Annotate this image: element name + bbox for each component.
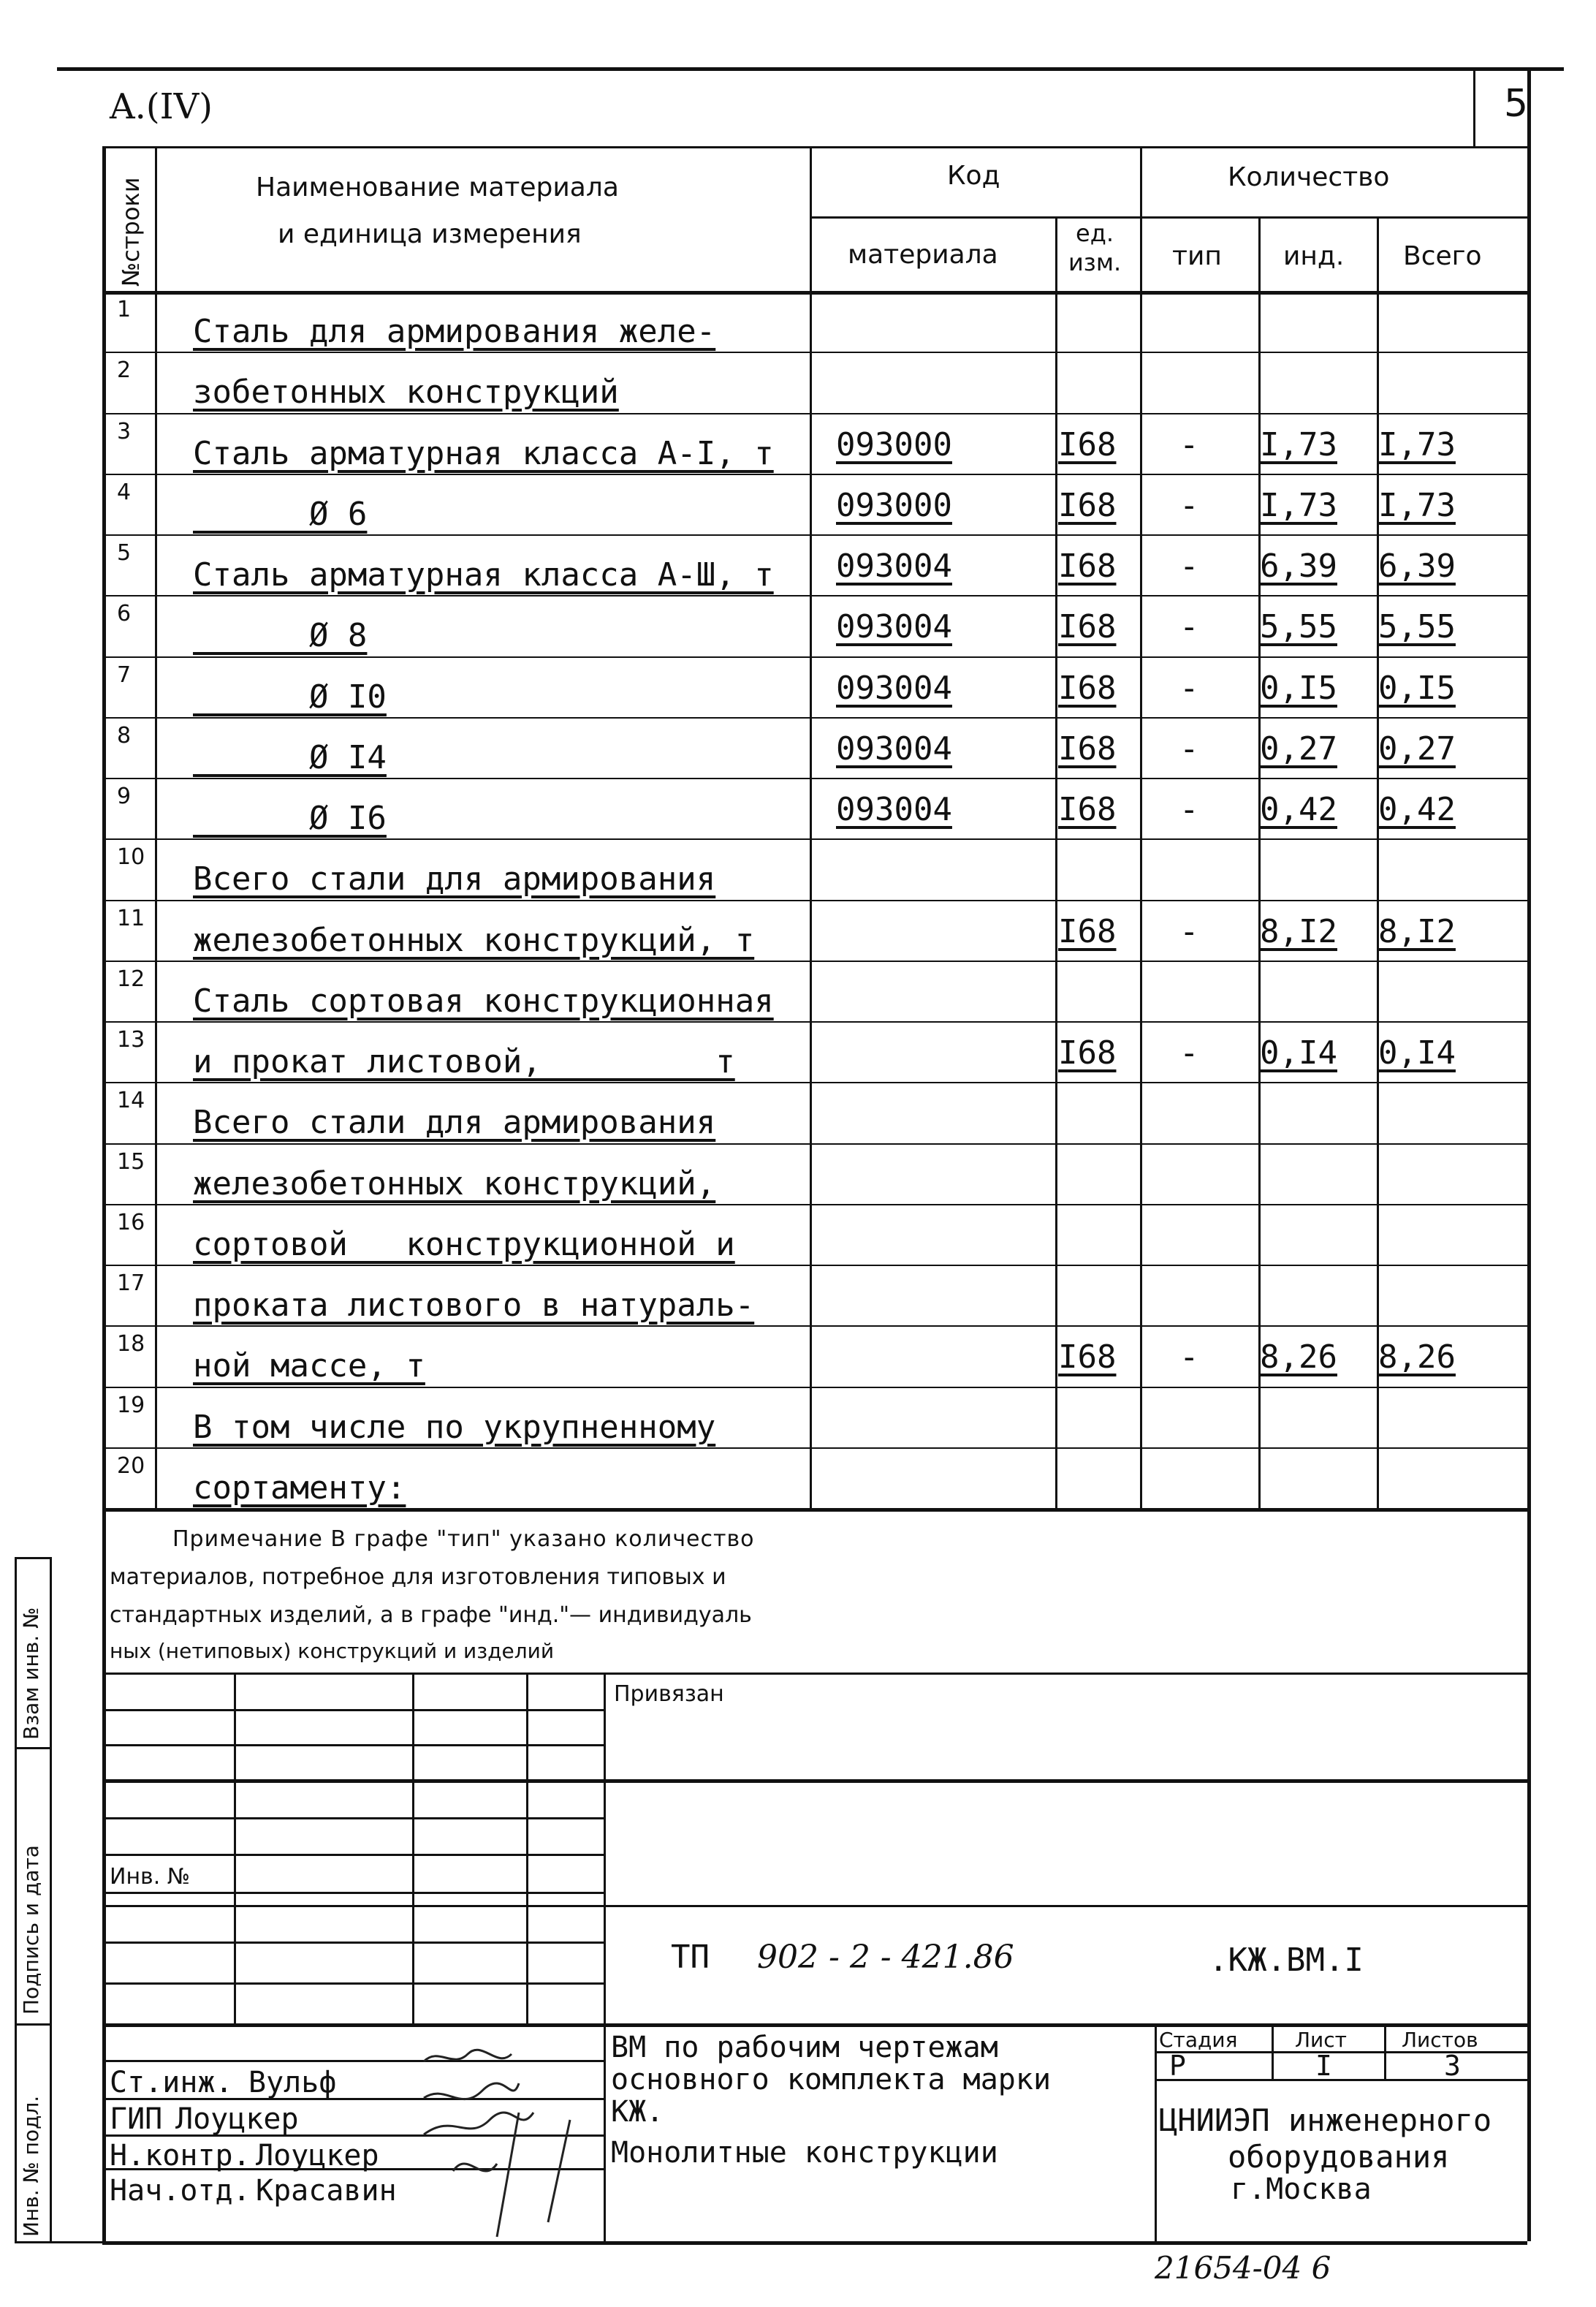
row-cell-unit: I68 [1058,425,1117,463]
stamp-h5 [102,1854,604,1856]
stamp-h1 [102,1709,604,1711]
signer-role: Н.контр. [110,2139,251,2172]
note-line4: ных (нетиповых) конструкций и изделий [110,1639,555,1663]
row-cell-no: 15 [117,1148,145,1175]
col-type-right [1258,216,1261,1509]
row-cell-type: - [1179,669,1199,707]
row-separator [102,1082,1527,1083]
row-separator [102,1387,1527,1388]
row-cell-unit: I68 [1058,608,1117,646]
frame-top [57,67,1564,71]
row-cell-ind: 8,26 [1260,1338,1337,1376]
row-cell-unit: I68 [1058,548,1117,585]
signer-name: Лоуцкер [256,2139,379,2172]
title-line3: КЖ. [611,2095,664,2129]
row-cell-total: 0,I4 [1378,1034,1456,1072]
stamp-h10 [102,2023,1527,2027]
stamp-col5 [1155,2023,1157,2241]
row-cell-unit: I68 [1058,730,1117,768]
row-cell-no: 7 [117,662,132,688]
stamp-col2 [412,1673,414,2023]
row-cell-unit: I68 [1058,669,1117,707]
stamp-h9 [102,1982,604,1985]
stamp-h16 [1155,2079,1527,2081]
signer-name: Красавин [256,2174,397,2208]
side-label-podpis: Подпись и дата [19,1845,43,2015]
stage-label: Стадия [1159,2028,1238,2052]
row-cell-no: 2 [117,357,132,384]
header-ind: инд. [1283,241,1345,271]
row-cell-code: 093004 [836,791,952,828]
row-cell-total: 0,27 [1378,730,1456,768]
row-cell-no: 19 [117,1392,145,1418]
header-top [102,146,1527,148]
row-cell-code: 093004 [836,548,952,585]
title-line4: Монолитные конструкции [611,2136,998,2170]
row-cell-no: 17 [117,1270,145,1296]
row-cell-no: 20 [117,1452,145,1479]
side-strip-div2 [15,2023,50,2026]
row-cell-name: Сталь сортовая конструкционная [193,982,774,1020]
title-line2: основного комплекта марки [611,2063,1052,2096]
row-cell-no: 4 [117,479,132,505]
row-cell-unit: I68 [1058,912,1117,950]
row-separator [102,595,1527,596]
row-cell-code: 093004 [836,669,952,707]
row-cell-unit: I68 [1058,486,1117,524]
row-separator [102,1265,1527,1266]
doc-code-number: 902 - 2 - 421.86 [757,1939,1014,1976]
row-cell-name: Ø 6 [193,495,368,533]
row-cell-total: 0,I5 [1378,669,1456,707]
row-separator [102,352,1527,353]
row-cell-name: Всего стали для армирования [193,1104,716,1142]
row-cell-name: Всего стали для армирования [193,860,716,898]
row-separator [102,1021,1527,1023]
header-mid [810,216,1527,219]
row-cell-type: - [1179,548,1199,585]
header-material: материала [848,240,998,270]
row-cell-no: 13 [117,1027,145,1053]
row-separator [102,1447,1527,1449]
bottom-number: 21654-04 6 [1155,2250,1331,2286]
row-cell-no: 16 [117,1209,145,1235]
row-cell-no: 18 [117,1331,145,1357]
row-cell-ind: 0,I4 [1260,1034,1337,1072]
signer-name: Лоуцкер [175,2102,299,2136]
stamp-bottom [102,2241,1527,2245]
row-cell-type: - [1179,730,1199,768]
row-separator [102,1325,1527,1327]
row-cell-name: Ø I0 [193,678,387,716]
row-cell-name: проката листового в натураль- [193,1287,755,1324]
row-cell-code: 093000 [836,486,952,524]
col-code-right [1055,216,1057,1509]
header-name-line1: Наименование материала [256,173,619,202]
row-cell-type: - [1179,912,1199,950]
side-strip-div1 [15,1747,50,1749]
header-total: Всего [1403,241,1482,271]
row-cell-total: 5,55 [1378,608,1456,646]
row-cell-type: - [1179,608,1199,646]
row-separator [102,656,1527,658]
corner-label: A.(IV) [110,86,213,127]
header-quantity: Количество [1228,162,1390,192]
row-separator [102,534,1527,536]
row-cell-ind: I,73 [1260,486,1337,524]
stamp-h4 [102,1817,604,1819]
doc-code-prefix: ТП [671,1939,710,1976]
row-cell-total: 0,42 [1378,791,1456,828]
row-cell-ind: 5,55 [1260,608,1337,646]
signer-role: Ст.инж. [110,2066,233,2099]
row-separator [102,717,1527,719]
header-unit-line1: ед. [1076,219,1114,247]
sheets-value: 3 [1444,2050,1461,2082]
note-line2: материалов, потребное для изготовления типовых и [110,1564,726,1590]
stamp-h6 [102,1892,604,1894]
header-type: тип [1172,241,1222,271]
row-cell-type: - [1179,791,1199,828]
row-separator [102,900,1527,901]
stamp-col1 [234,1673,236,2023]
sheet-value: I [1315,2050,1332,2082]
row-cell-name: Ø I4 [193,738,387,776]
signer-role: ГИП [110,2102,163,2136]
row-cell-code: 093004 [836,608,952,646]
row-cell-no: 14 [117,1088,145,1114]
row-cell-total: I,73 [1378,425,1456,463]
org-line2: оборудования [1228,2139,1450,2175]
title-line1: ВМ по рабочим чертежам [611,2031,998,2064]
side-strip-top [15,1557,50,1559]
row-cell-ind: I,73 [1260,425,1337,463]
signatures-scribble [409,2039,621,2259]
col-name-right [810,146,812,1509]
row-cell-code: 093000 [836,425,952,463]
inv-no-label: Инв. № [110,1864,191,1890]
note-line3: стандартных изделий, а в графе "инд."— индивидуаль [110,1602,752,1628]
row-cell-name: Ø I6 [193,800,387,837]
col-unit-right [1140,146,1142,1509]
side-label-inv-podl: Инв. № подл. [19,2095,43,2237]
row-cell-name: сортаменту: [193,1469,406,1507]
doc-code-suffix: .КЖ.ВМ.I [1209,1942,1364,1979]
page-number-divider [1473,67,1475,146]
row-cell-name: Ø 8 [193,617,368,655]
header-code: Код [947,161,1000,191]
col-ind-right [1377,216,1379,1509]
header-name-line2: и единица измерения [278,219,582,249]
row-separator [102,474,1527,475]
org-line3: г.Москва [1231,2172,1372,2206]
side-label-vzam: Взам инв. № [19,1607,43,1740]
row-cell-type: - [1179,1034,1199,1072]
sheet-label: Лист [1295,2028,1347,2052]
row-cell-total: I,73 [1378,486,1456,524]
side-strip-left [15,1557,17,2241]
table-left-border [102,146,106,2241]
privyazan-label: Привязан [614,1681,724,1707]
row-cell-type: - [1179,1338,1199,1376]
row-cell-ind: 8,I2 [1260,912,1337,950]
org-line1: ЦНИИЭП инженерного [1159,2102,1492,2138]
row-cell-no: 9 [117,784,132,809]
frame-right [1527,67,1531,2241]
row-cell-type: - [1179,486,1199,524]
row-separator [102,413,1527,414]
row-cell-unit: I68 [1058,1034,1117,1072]
row-cell-no: 6 [117,601,132,627]
row-cell-code: 093004 [836,730,952,768]
row-cell-total: 8,I2 [1378,912,1456,950]
header-bottom [102,291,1527,295]
row-cell-ind: 0,27 [1260,730,1337,768]
row-cell-unit: I68 [1058,791,1117,828]
row-separator [102,1204,1527,1205]
row-cell-no: 10 [117,844,145,871]
row-cell-name: Сталь для армирования желе- [193,313,716,350]
row-cell-no: 3 [117,418,132,444]
stamp-h8 [102,1942,604,1944]
row-cell-name: ной массе, т [193,1347,425,1385]
row-cell-name: Сталь арматурная класса А-I, т [193,434,774,472]
stamp-h7 [102,1905,1527,1907]
row-cell-no: 8 [117,722,132,749]
row-cell-name: железобетонных конструкций, [193,1164,716,1202]
stage-value: Р [1169,2050,1186,2082]
page-number: 5 [1504,82,1529,126]
row-cell-no: 5 [117,540,132,566]
stamp-top [102,1673,1527,1675]
row-separator [102,961,1527,962]
row-cell-name: железобетонных конструкций, т [193,921,755,959]
row-cell-name: В том числе по укрупненному [193,1408,716,1446]
header-unit-line2: изм. [1068,249,1122,276]
row-cell-no: 1 [117,297,132,322]
note-line1: Примечание В графе "тип" указано количество [172,1526,755,1552]
side-strip-bottom [15,2241,102,2243]
row-cell-no: 12 [117,966,145,992]
row-separator [102,778,1527,779]
row-separator [102,838,1527,840]
row-cell-name: сортовой конструкционной и [193,1225,735,1263]
sheets-label: Листов [1402,2028,1478,2052]
stamp-col3 [526,1673,528,2023]
row-cell-unit: I68 [1058,1338,1117,1376]
side-strip-right [50,1557,52,2241]
header-row-no: №строки [117,177,145,287]
signer-name: Вульф [248,2066,337,2099]
row-cell-type: - [1179,425,1199,463]
row-cell-name: зобетонных конструкций [193,374,619,412]
stamp-h2 [102,1744,604,1746]
col-rowno-right [155,146,157,1509]
row-cell-name: и прокат листовой, т [193,1043,735,1080]
stamp-h3 [102,1779,1527,1783]
table-bottom [102,1508,1527,1512]
row-cell-name: Сталь арматурная класса А-Ш, т [193,556,774,594]
row-cell-ind: 0,42 [1260,791,1337,828]
row-separator [102,1143,1527,1145]
row-cell-total: 6,39 [1378,548,1456,585]
signer-role: Нач.отд. [110,2174,251,2208]
row-cell-no: 11 [117,905,145,931]
row-cell-total: 8,26 [1378,1338,1456,1376]
row-cell-ind: 0,I5 [1260,669,1337,707]
row-cell-ind: 6,39 [1260,548,1337,585]
